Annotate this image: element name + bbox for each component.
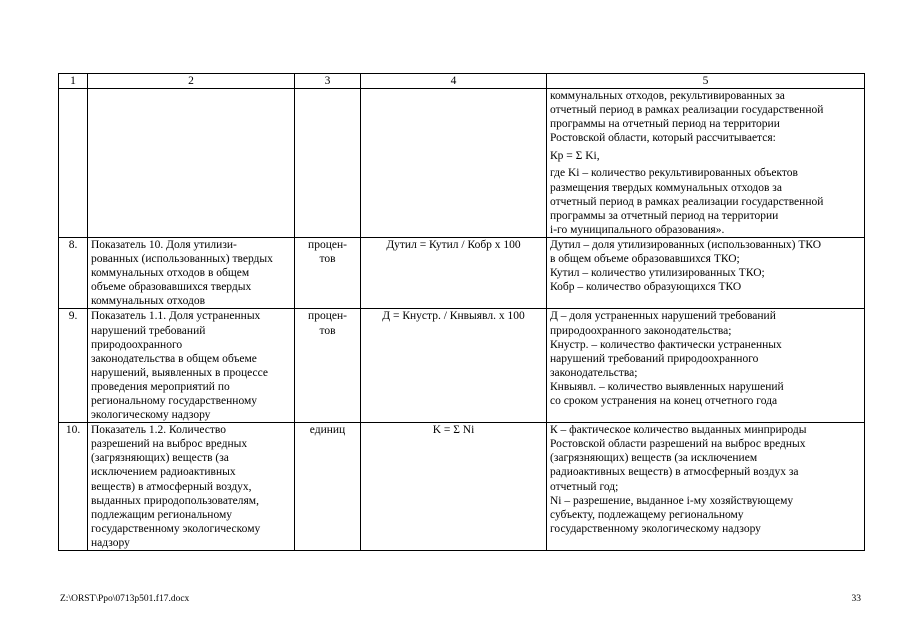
- continuation-row: [59, 89, 865, 238]
- unit-cell: [295, 237, 361, 308]
- formula-cell: Дутил = Кутил / Кобр x 100: [361, 237, 547, 308]
- text-line: отчетный период в рамках реализации государственной: [550, 195, 824, 208]
- cont-unit-cell: [295, 89, 361, 238]
- cont-name-cell: [88, 89, 295, 238]
- text-line: Ростовской области разрешений на выброс вредных: [550, 438, 806, 451]
- table-row: [59, 237, 865, 308]
- text-line: процен-: [308, 310, 347, 323]
- text-line: природоохранного законодательства;: [550, 324, 732, 337]
- table-row: [59, 309, 865, 423]
- row-number: 10.: [59, 423, 88, 551]
- indicator-name: [88, 423, 295, 551]
- header-cell-3: 3: [295, 74, 361, 89]
- unit-cell: [295, 423, 361, 551]
- unit-cell: [295, 309, 361, 423]
- text-line: Показатель 1.1. Доля устраненных: [91, 310, 261, 323]
- text-line: субъекту, подлежащему региональному: [550, 508, 744, 521]
- indicator-name: [88, 237, 295, 308]
- text-line: где Ki – количество рекультивированных объектов: [550, 167, 798, 180]
- formula-cell: K = Σ Ni: [361, 423, 547, 551]
- description-cell: [547, 423, 865, 551]
- text-line: Кутил – количество утилизированных ТКО;: [550, 267, 765, 280]
- text-line: отчетный период в рамках реализации государственной: [550, 104, 824, 117]
- text-line: разрешений на выброс вредных: [91, 438, 248, 451]
- text-line: коммунальных отходов в общем: [91, 267, 250, 280]
- text-line: коммунальных отходов, рекультивированных за: [550, 90, 785, 102]
- text-line: государственному экологическому надзору: [550, 522, 761, 535]
- text-line: Дутил – доля утилизированных (использованных) ТКО: [550, 238, 822, 251]
- text-line: нарушений требований: [91, 324, 206, 337]
- text-line: К – фактическое количество выданных минприроды: [550, 424, 807, 437]
- text-line: (загрязняющих) веществ (за исключением: [550, 452, 758, 465]
- page-number: 33: [851, 594, 861, 604]
- text-line: выданных природопользователям,: [91, 494, 259, 507]
- text-line: нарушений, выявленных в процессе: [91, 366, 268, 379]
- text-line: Кр = Σ Ki,: [550, 150, 600, 163]
- text-line: Показатель 1.2. Количество: [91, 424, 227, 437]
- description-cell: [547, 309, 865, 423]
- text-line: проведения мероприятий по: [91, 380, 230, 393]
- header-cell-1: 1: [59, 74, 88, 89]
- text-line: Ni – разрешение, выданное i-му хозяйствующему: [550, 494, 794, 507]
- header-cell-4: 4: [361, 74, 547, 89]
- text-line: программы за отчетный период на территории: [550, 209, 779, 222]
- text-line: в общем объеме образовавшихся ТКО;: [550, 253, 740, 266]
- text-line: экологическому надзору: [91, 409, 211, 422]
- text-line: надзору: [91, 536, 130, 549]
- text-line: законодательства;: [550, 366, 638, 379]
- text-line: тов: [319, 253, 336, 266]
- text-line: процен-: [308, 238, 347, 251]
- row-number: 9.: [59, 309, 88, 423]
- header-cell-2: 2: [88, 74, 295, 89]
- text-line: Кнвыявл. – количество выявленных нарушений: [550, 380, 784, 393]
- text-line: исключением радиоактивных: [91, 466, 236, 479]
- cont-num-cell: [59, 89, 88, 238]
- text-line: подлежащим региональному: [91, 508, 233, 521]
- text-line: единиц: [309, 424, 346, 437]
- text-line: Д – доля устраненных нарушений требований: [550, 310, 776, 323]
- text-line: веществ) в атмосферный воздух,: [91, 480, 252, 493]
- text-line: i-го муниципального образования».: [550, 223, 725, 236]
- text-line: программы на отчетный период на территории: [550, 118, 780, 131]
- header-cell-5: 5: [547, 74, 865, 89]
- text-line: рованных (использованных) твердых: [91, 253, 273, 266]
- text-line: региональному государственному: [91, 394, 258, 407]
- text-line: Ростовской области, который рассчитывается:: [550, 132, 776, 145]
- text-line: Кнустр. – количество фактически устраненных: [550, 338, 782, 351]
- text-line: законодательства в общем объеме: [91, 352, 257, 365]
- text-line: размещения твердых коммунальных отходов за: [550, 181, 782, 194]
- indicator-name: [88, 309, 295, 423]
- text-line: нарушений требований природоохранного: [550, 352, 759, 365]
- header-row: [59, 74, 865, 89]
- cont-formula-cell: [361, 89, 547, 238]
- footer-file-path: Z:\ORST\Ppo\0713p501.f17.docx: [60, 594, 190, 604]
- row-number: 8.: [59, 237, 88, 308]
- text-line: отчетный год;: [550, 480, 619, 493]
- text-line: объеме образовавшихся твердых: [91, 281, 252, 294]
- formula-cell: Д = Кнустр. / Кнвыявл. x 100: [361, 309, 547, 423]
- text-line: (загрязняющих) веществ (за: [91, 452, 229, 465]
- text-line: радиоактивных веществ) в атмосферный воздух за: [550, 466, 799, 479]
- cont-desc-cell: [547, 89, 865, 238]
- text-line: со сроком устранения на конец отчетного года: [550, 394, 778, 407]
- table-row: [59, 423, 865, 551]
- indicator-table: [58, 73, 865, 551]
- text-line: тов: [319, 324, 336, 337]
- text-line: Кобр – количество образующихся ТКО: [550, 281, 742, 294]
- text-line: Показатель 10. Доля утилизи-: [91, 238, 237, 251]
- text-line: природоохранного: [91, 338, 183, 351]
- text-line: государственному экологическому: [91, 522, 261, 535]
- description-cell: [547, 237, 865, 308]
- text-line: коммунальных отходов: [91, 295, 206, 308]
